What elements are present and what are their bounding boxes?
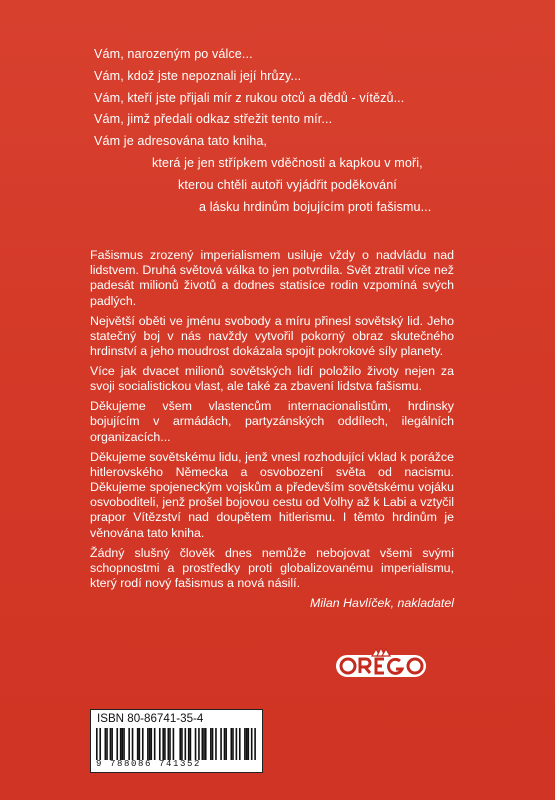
isbn-number: ISBN 80-86741-35-4 (97, 712, 204, 725)
dedication-line: Vám, kteří jste přijali mír z rukou otců a dědů - vítězů... (94, 90, 405, 105)
dedication-line: která je jen střípkem vděčnosti a kapkou v moři, (152, 155, 423, 170)
dedication-line: Vám, narozeným po válce... (94, 47, 253, 61)
dedication-line: a lásku hrdinům bojujícím proti fašismu... (199, 199, 432, 214)
blurb-paragraph: Fašismus zrozený imperialismem usiluje vždy o nadvládu nad lidstvem. Druhá světová válka to jen potvrdila. Svět ztratil více než padesát milionů životů a dodnes statisíce rodin vzpomíná svých padlých. (90, 248, 454, 308)
blurb-paragraph: Největší oběti ve jménu svobody a míru přinesl sovětský lid. Jeho statečný boj v nás navždy vytvořil pokorný obraz skutečného hrdinství a jeho moudrost dokázala spojit pokrokové síly planety. (90, 313, 454, 359)
blurb-paragraph: Děkujeme sovětskému lidu, jenž vnesl rozhodující vklad k porážce hitlerovského Německa a osvobození světa od nacismu. Děkujeme spojeneckým vojskům a především sovětskému vojáku osvoboditeli, jenž prošel bojovou cestu od Volhy až k Labi a vztyčil prapor Vítězství nad doupětem hitlerismu. I těmto hrdinům je věnována tato kniha. (90, 449, 454, 540)
barcode (96, 728, 256, 760)
blurb-paragraph: Žádný slušný člověk dnes nemůže nebojovat všemi svými schopnostmi a prostředky proti globalizovanému imperialismu, který rodí nový fašismus a nová násilí. (90, 545, 454, 591)
publisher-logo-icon (334, 646, 428, 682)
dedication-line: Vám je adresována tato kniha, (94, 134, 268, 149)
blurb-text (90, 248, 454, 611)
isbn-barcode-box (90, 709, 263, 773)
barcode-digits: 9 788086 741352 (96, 759, 202, 769)
dedication-block (94, 44, 514, 218)
blurb-paragraph: Více jak dvacet milionů sovětských lidí položilo životy nejen za svoji socialistickou vlast, ale také za zbavení lidstva fašismu. (90, 364, 454, 394)
dedication-line: Vám, jimž předali odkaz střežit tento mír... (94, 112, 333, 127)
dedication-line: kterou chtěli autoři vyjádřit poděkování (178, 177, 397, 192)
dedication-line: Vám, kdož jste nepoznali její hrůzy... (94, 68, 302, 83)
publisher-signature: Milan Havlíček, nakladatel (310, 596, 454, 611)
blurb-paragraph: Děkujeme všem vlastencům internacionalistům, hrdinsky bojujícím v armádách, partyzánských oddílech, ilegálních organizacích... (90, 399, 454, 444)
